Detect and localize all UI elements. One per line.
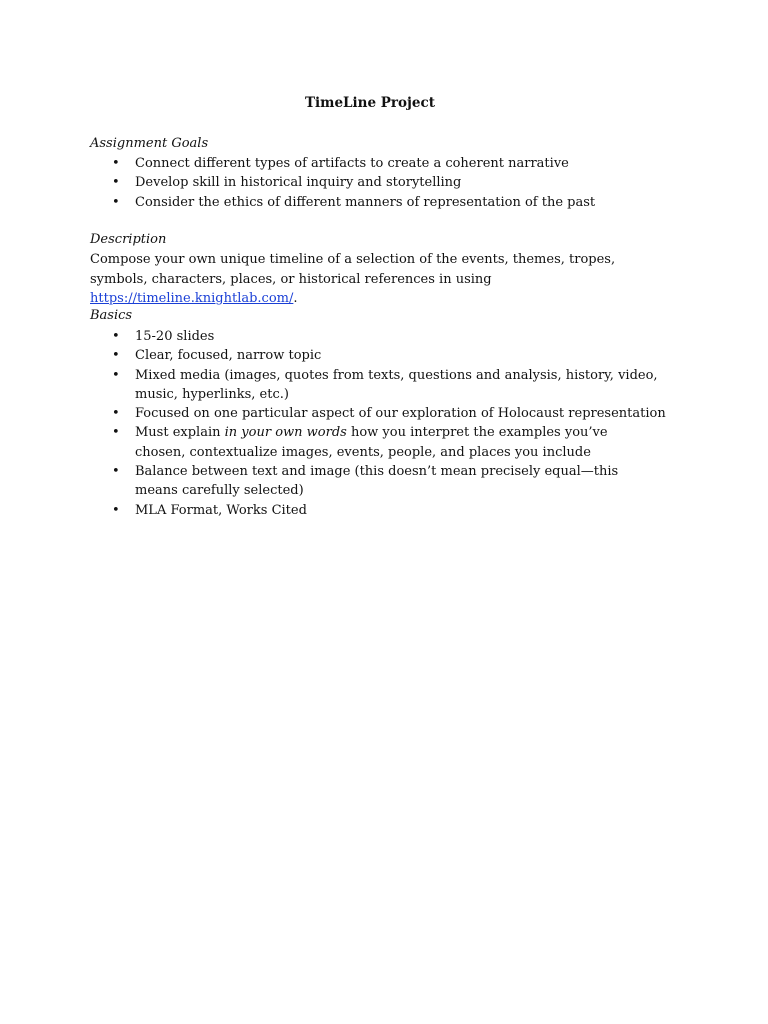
- bullet-icon: •: [112, 348, 120, 364]
- basics-text: Balance between text and image (this doesn’t mean precisely equal—this means carefully selected): [135, 464, 619, 499]
- description-text: Compose your own unique timeline of a selection of the events, themes, tropes, symbols, characters, places, or historical references in using: [90, 252, 616, 287]
- basics-text-after: how you interpret the examples you’ve chosen, contextualize images, events, people, and places you include: [135, 425, 608, 460]
- bullet-icon: •: [112, 367, 120, 383]
- document-title: TimeLine Project: [305, 95, 435, 111]
- bullet-icon: •: [112, 502, 120, 518]
- basics-text-before: Must explain: [135, 425, 225, 441]
- bullet-icon: •: [112, 329, 120, 344]
- basics-text: Focused on one particular aspect of our exploration of Holocaust representation: [135, 406, 666, 422]
- knightlab-link[interactable]: https://timeline.knightlab.com/: [90, 291, 294, 306]
- list-item: [90, 501, 690, 520]
- bullet-icon: •: [112, 425, 120, 441]
- basics-list: [90, 327, 690, 520]
- basics-text: MLA Format, Works Cited: [135, 502, 307, 518]
- list-item: [90, 173, 690, 192]
- list-item: [90, 423, 635, 462]
- bullet-icon: •: [112, 464, 120, 480]
- basics-heading: Basics: [90, 308, 133, 323]
- goal-text: Consider the ethics of different manners of representation of the past: [135, 194, 596, 210]
- list-item: [90, 346, 690, 365]
- goal-text: Connect different types of artifacts to create a coherent narrative: [135, 156, 569, 171]
- list-item: [90, 327, 690, 346]
- list-item: [90, 462, 655, 501]
- list-item: [90, 404, 690, 423]
- list-item: [90, 154, 690, 173]
- basics-emphasis: in your own words: [224, 425, 347, 441]
- basics-text: 15-20 slides: [135, 329, 215, 344]
- goals-heading: Assignment Goals: [90, 136, 209, 151]
- bullet-icon: •: [112, 156, 120, 171]
- description-text-end: .: [293, 291, 298, 306]
- list-item: [90, 193, 690, 212]
- description-paragraph: [90, 250, 650, 309]
- goals-list: [90, 154, 690, 212]
- basics-text: Mixed media (images, quotes from texts, questions and analysis, history, video, music, hyperlinks, etc.): [135, 367, 658, 402]
- goal-text: Develop skill in historical inquiry and storytelling: [135, 175, 462, 191]
- list-item: [90, 366, 675, 405]
- bullet-icon: •: [112, 175, 120, 191]
- description-heading: Description: [90, 232, 167, 247]
- bullet-icon: •: [112, 406, 120, 422]
- bullet-icon: •: [112, 194, 120, 210]
- basics-text: Clear, focused, narrow topic: [135, 348, 322, 364]
